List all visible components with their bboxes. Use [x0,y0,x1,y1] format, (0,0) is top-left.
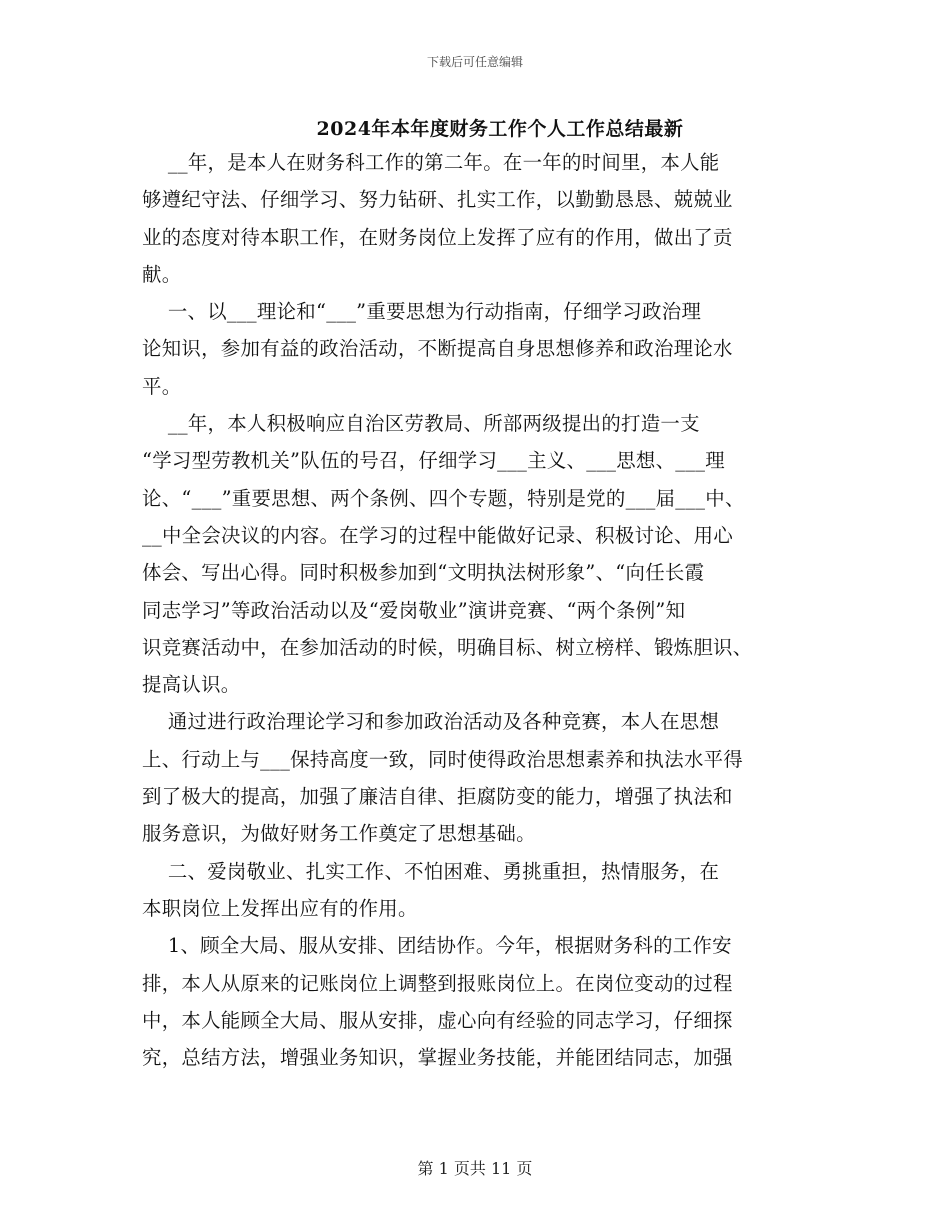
text-line: __年，本人积极响应自治区劳教局、所部两级提出的打造一支 [142,412,700,436]
text-line: “学习型劳教机关”队伍的号召，仔细学习___主义、___思想、___理 [142,449,725,473]
text-line: 1、顾全大局、服从安排、团结协作。今年，根据财务科的工作安 [142,934,732,958]
text-line: 论、“___”重要思想、两个条例、四个专题，特别是党的___届___中、 [142,486,745,510]
text-line: 论知识，参加有益的政治活动，不断提高自身思想修养和政治理论水 [142,337,733,361]
text-line: 平。 [142,374,182,398]
text-line: 服务意识，为做好财务工作奠定了思想基础。 [142,822,536,846]
text-line: 献。 [142,262,182,286]
text-line: 够遵纪守法、仔细学习、努力钻研、扎实工作，以勤勤恳恳、兢兢业 [142,188,733,212]
text-line: 同志学习”等政治活动以及“爱岗敬业”演讲竞赛、“两个条例”知 [142,598,686,622]
text-line: 排，本人从原来的记账岗位上调整到报账岗位上。在岗位变动的过程 [142,971,733,995]
text-line: 二、爱岗敬业、扎实工作、不怕困难、勇挑重担，热情服务，在 [142,859,720,883]
text-line: 一、以___理论和“___”重要思想为行动指南，仔细学习政治理 [142,300,702,324]
text-line: 体会、写出心得。同时积极参加到“文明执法树形象”、“向任长霞 [142,561,705,585]
text-line: 提高认识。 [142,673,241,697]
text-line: 中，本人能顾全大局、服从安排，虚心向有经验的同志学习，仔细探 [142,1008,733,1032]
document-title: 2024年本年度财务工作个人工作总结最新 [316,118,684,140]
text-line: __中全会决议的内容。在学习的过程中能做好记录、积极讨论、用心 [142,523,734,547]
text-line: 识竞赛活动中，在参加活动的时候，明确目标、树立榜样、锻炼胆识、 [142,635,753,659]
text-line: 上、行动上与___保持高度一致，同时使得政治思想素养和执法水平得 [142,747,744,771]
text-line: 业的态度对待本职工作，在财务岗位上发挥了应有的作用，做出了贡 [142,225,733,249]
text-line: 本职岗位上发挥出应有的作用。 [142,896,418,920]
text-line: __年，是本人在财务科工作的第二年。在一年的时间里，本人能 [142,151,720,174]
page-footer: 第 1 页共 11 页 [417,1159,533,1178]
document-body [142,144,818,1076]
text-line: 通过进行政治理论学习和参加政治活动及各种竞赛，本人在思想 [142,710,720,734]
page-header-note: 下载后可任意编辑 [426,55,523,69]
text-line: 到了极大的提高，加强了廉洁自律、拒腐防变的能力，增强了执法和 [142,785,733,809]
text-line: 究，总结方法，增强业务知识，掌握业务技能，并能团结同志，加强 [142,1046,733,1070]
